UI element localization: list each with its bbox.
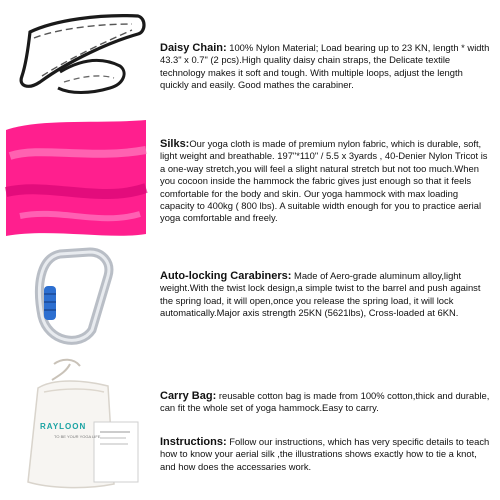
- carabiner-image: [30, 246, 120, 350]
- instructions-text: Follow our instructions, which has very specific details to teach how to know your aerial silk ,the illustrations shows exactly how to tie a knot, and how does the accessaries work.: [160, 436, 490, 472]
- bag-brand-logo: RAYLOON: [40, 422, 87, 431]
- carabiner-description: [160, 270, 490, 320]
- carry-bag-description: [160, 390, 490, 415]
- instructions-title: Instructions:: [160, 436, 227, 448]
- daisy-chain-text: 100% Nylon Material; Load bearing up to 23 KN, length * width 43.3" x 0.7" (2 pcs).High quality daisy chain straps, the Delicate textile technology makes it soft and tough. With multiple loops, adjust the length quickly and easily. Good mathes the carabiner.: [160, 42, 490, 91]
- carry-bag-title: Carry Bag:: [160, 390, 217, 402]
- silk-fabric-image: [0, 116, 150, 240]
- silks-title: Silks:: [160, 138, 190, 150]
- silks-row: [0, 112, 500, 242]
- daisy-chain-title: Daisy Chain:: [160, 42, 227, 54]
- carry-bag-row: [0, 352, 500, 500]
- carabiner-row: [0, 242, 500, 352]
- carry-bag-text: reusable cotton bag is made from 100% cotton,thick and durable, can fit the whole set of yoga hammock.Easy to carry.: [160, 390, 490, 414]
- daisy-chain-row: [0, 0, 500, 112]
- daisy-chain-image: [0, 2, 150, 110]
- daisy-chain-description: [160, 42, 490, 92]
- carabiner-text: Made of Aero-grade aluminum alloy,light weight.With the twist lock design,a simple twist to the barrel and push against the spring load, it will open,once you release the spring load, it will lock automatically.Major axis strength 25KN (5621lbs), Cross-loaded at 6KN.: [160, 270, 481, 319]
- silks-description: [160, 138, 490, 225]
- silks-text: Our yoga cloth is made of premium nylon fabric, which is durable, soft, light weight and breathable. 197"*110" / 5.5 x 3yards , 40-Denier Nylon Tricot is a one-way stretch,you will feel a slight natural stretch but not too much.When you cocoon inside the hammock the fabric gives just enough so that it feels comfortable for the body and skin. Our yoga hammock with max loading capacity to 400kg ( 800 lbs). A suitable width enough for you to practice aerial yoga comfortable and freely.: [160, 138, 488, 224]
- carabiner-title: Auto-locking Carabiners:: [160, 270, 292, 282]
- carry-bag-image: [14, 358, 144, 496]
- bag-tagline: TO BE YOUR YOGA LIFE: [54, 434, 101, 439]
- instructions-description: [160, 436, 490, 473]
